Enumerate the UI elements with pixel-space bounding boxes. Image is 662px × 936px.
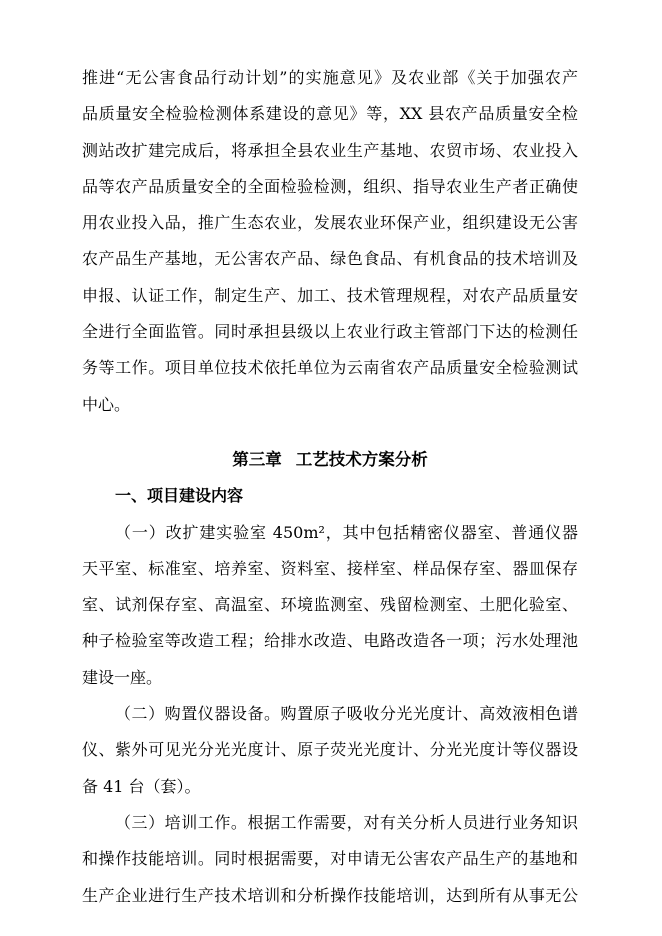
paragraph-intro xyxy=(82,60,578,423)
text-line: 测站改扩建完成后，将承担全县农业生产基地、农贸市场、农业投入 xyxy=(82,140,578,160)
paragraph-item-3 xyxy=(82,805,578,914)
text-line: （三）培训工作。根据工作需要，对有关分析人员进行业务知识 xyxy=(115,812,578,832)
text-line: 推进“无公害食品行动计划”的实施意见》及农业部《关于加强农产 xyxy=(82,68,578,87)
chapter-title: 工艺技术方案分析 xyxy=(295,449,428,469)
text-line: 农产品生产基地，无公害农产品、绿色食品、有机食品的技术培训及 xyxy=(82,249,578,269)
text-line: 种子检验室等改造工程；给排水改造、电路改造各一项；污水处理池 xyxy=(82,631,578,651)
text-line: 品等农产品质量安全的全面检验检测，组织、指导农业生产者正确使 xyxy=(82,176,578,196)
text-line: 备 41 台（套）。 xyxy=(82,776,201,796)
text-line: 中心。 xyxy=(82,394,131,414)
text-line: 建设一座。 xyxy=(82,667,163,687)
document-page xyxy=(82,60,578,914)
paragraph-item-2 xyxy=(82,696,578,805)
text-line: 用农业投入品，推广生态农业，发展农业环保产业，组织建设无公害 xyxy=(82,213,578,233)
text-line: （二）购置仪器设备。购置原子吸收分光光度计、高效液相色谱 xyxy=(115,704,578,724)
text-line: 生产企业进行生产技术培训和分析操作技能培训，达到所有从事无公 xyxy=(82,885,578,905)
chapter-heading xyxy=(82,442,578,478)
text-line: 全进行全面监管。同时承担县级以上农业行政主管部门下达的检测任 xyxy=(82,322,578,342)
text-line: 务等工作。项目单位技术依托单位为云南省农产品质量安全检验测试 xyxy=(82,358,578,378)
text-line: （一）改扩建实验室 450m²，其中包括精密仪器室、普通仪器 xyxy=(115,522,578,542)
section-heading: 一、项目建设内容 xyxy=(115,486,244,506)
text-line: 申报、认证工作，制定生产、加工、技术管理规程，对农产品质量安 xyxy=(82,285,578,305)
text-line: 品质量安全检验检测体系建设的意见》等，XX 县农产品质量安全检 xyxy=(82,104,578,124)
text-line: 仪、紫外可见光分光光度计、原子荧光光度计、分光光度计等仪器设 xyxy=(82,740,578,760)
chapter-number: 第三章 xyxy=(232,449,282,469)
text-line: 和操作技能培训。同时根据需要，对申请无公害农产品生产的基地和 xyxy=(82,849,578,869)
paragraph-item-1 xyxy=(82,515,578,696)
text-line: 室、试剂保存室、高温室、环境监测室、残留检测室、土肥化验室、 xyxy=(82,595,578,615)
text-line: 天平室、标准室、培养室、资料室、接样室、样品保存室、器皿保存 xyxy=(82,558,578,578)
